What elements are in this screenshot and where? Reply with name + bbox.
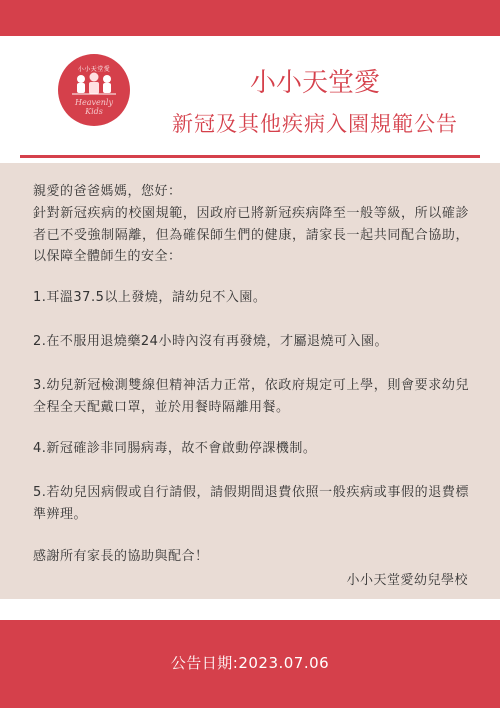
school-logo — [58, 54, 130, 126]
logo-caption: 小小天堂愛 — [77, 66, 111, 73]
header-divider — [20, 155, 480, 158]
rule-item-3: 3.幼兒新冠檢測雙線但精神活力正常，依政府規定可上學，則會要求幼兒全程全天配戴口罩，並於用餐時隔離用餐。 — [33, 378, 469, 415]
rule-item-2: 2.在不服用退燒藥24小時內沒有再發燒，才屬退燒可入園。 — [33, 334, 388, 349]
page-title: 小小天堂愛 — [249, 68, 380, 98]
greeting: 親愛的爸爸媽媽，您好： — [33, 184, 182, 199]
thanks-line: 感謝所有家長的協助與配合！ — [33, 549, 209, 564]
top-banner — [0, 0, 500, 36]
rule-item-4: 4.新冠確診非同腸病毒，故不會啟動停課機制。 — [33, 441, 317, 456]
logo-brand-line2: Kids — [85, 107, 103, 116]
rule-item-5: 5.若幼兒因病假或自行請假，請假期間退費依照一般疾病或事假的退費標準辨理。 — [33, 485, 469, 522]
page-subtitle: 新冠及其他疾病入園規範公告 — [172, 112, 458, 136]
intro-paragraph: 針對新冠疾病的校園規範，因政府已將新冠疾病降至一般等級，所以確診者已不受強制隔離，但為確保師生們的健康，請家長一起共同配合協助，以保障全體師生的安全： — [33, 206, 469, 264]
rule-item-1: 1.耳溫37.5以上發燒，請幼兒不入園。 — [33, 290, 267, 305]
children-figures-icon — [72, 72, 116, 98]
logo-brand-line1: Heavenly — [75, 98, 113, 107]
announcement-date: 公告日期:2023.07.06 — [170, 654, 330, 672]
school-signature: 小小天堂愛幼兒學校 — [346, 573, 468, 588]
